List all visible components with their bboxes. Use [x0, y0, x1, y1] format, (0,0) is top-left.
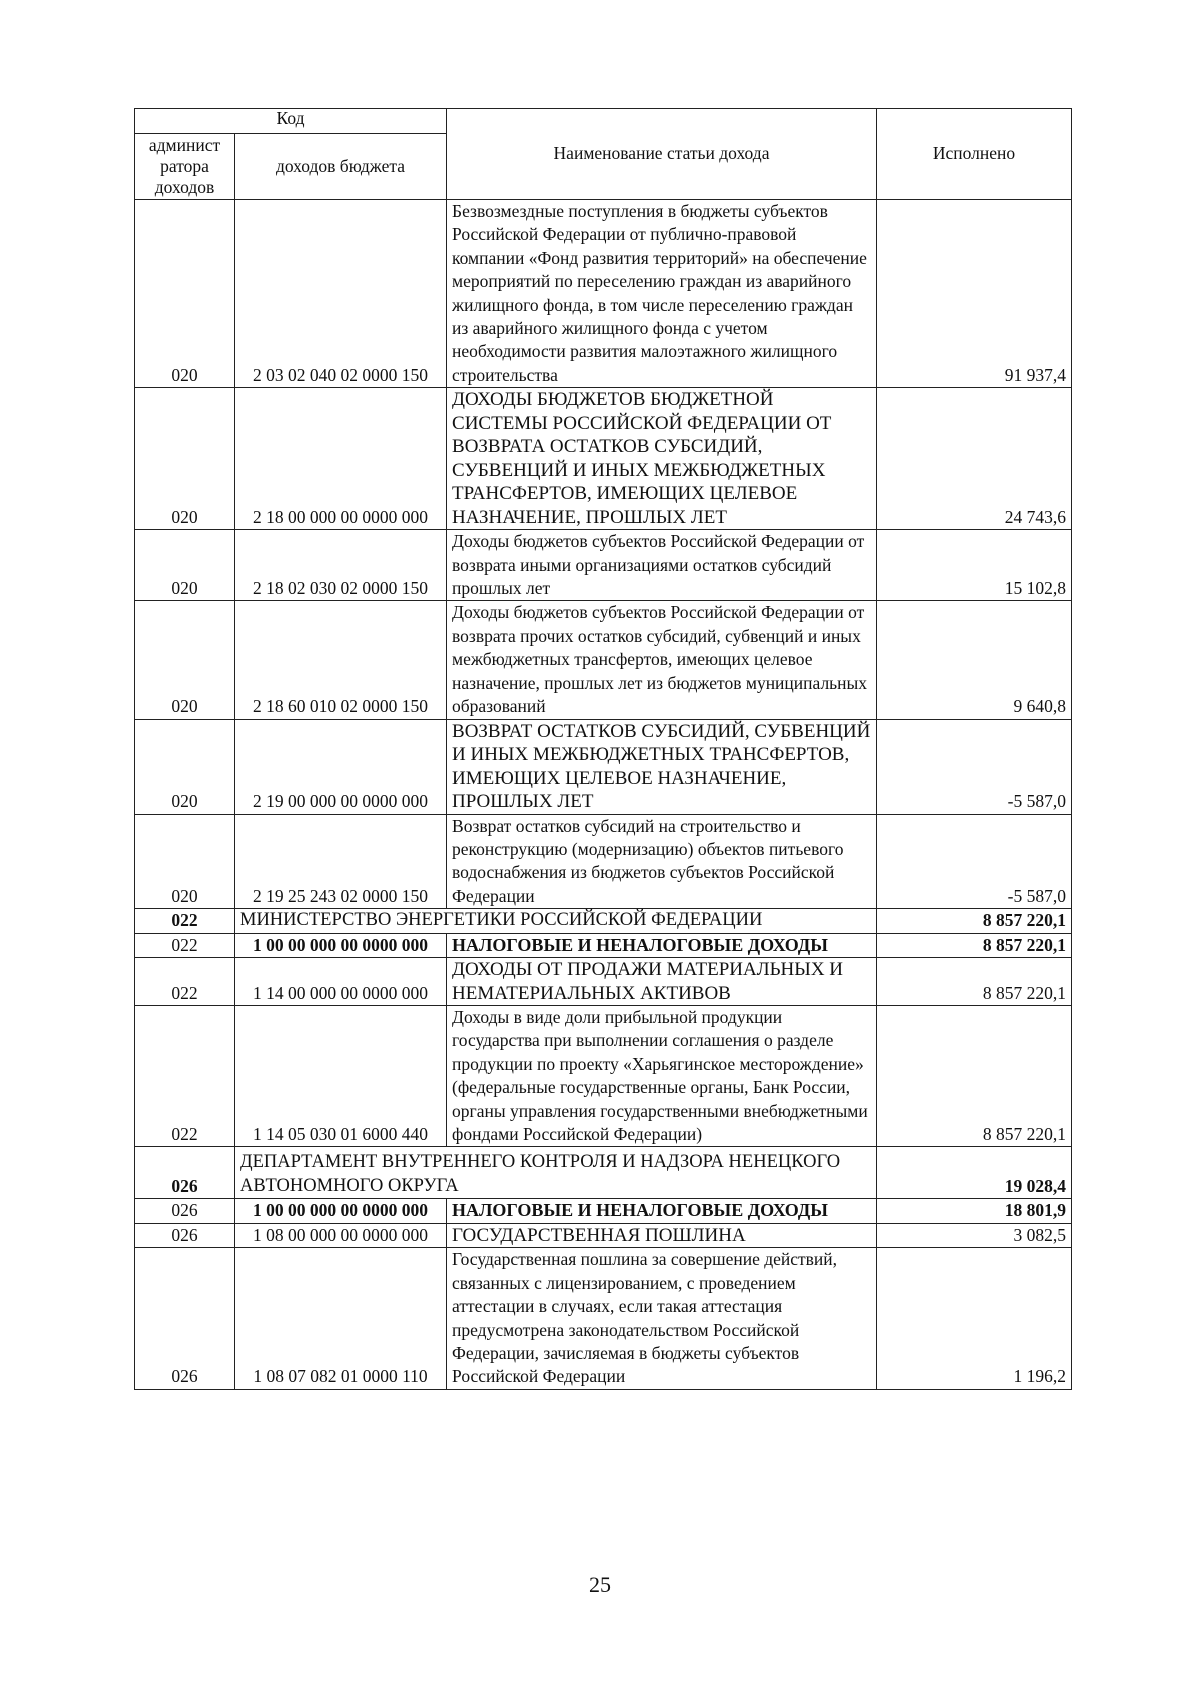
admin-code-cell: 020 — [135, 200, 235, 388]
revenue-name-cell: Государственная пошлина за совершение действий, связанных с лицензированием, с проведением аттестации в случаях, если такая аттестация предусмотрена законодательством Российской Федерации, зачисляемая в бюджеты субъектов Российской Федерации — [447, 1248, 877, 1389]
revenue-code-cell: 1 14 05 030 01 6000 440 — [235, 1006, 447, 1147]
revenue-name-cell: Доходы бюджетов субъектов Российской Федерации от возврата прочих остатков субсидий, субвенций и иных межбюджетных трансфертов, имеющих целевое назначение, прошлых лет из бюджетов муниципальных образований — [447, 601, 877, 719]
revenue-code-cell: 2 18 00 000 00 0000 000 — [235, 388, 447, 530]
administrator-name-cell: ДЕПАРТАМЕНТ ВНУТРЕННЕГО КОНТРОЛЯ И НАДЗОРА НЕНЕЦКОГО АВТОНОМНОГО ОКРУГА — [235, 1147, 877, 1199]
revenue-table — [134, 108, 1072, 1390]
header-row-top — [135, 109, 1072, 134]
table-row — [135, 958, 1072, 1006]
revenue-code-cell: 1 14 00 000 00 0000 000 — [235, 958, 447, 1006]
table-row — [135, 601, 1072, 719]
page-number: 25 — [589, 1572, 611, 1597]
header-exec: Исполнено — [877, 109, 1072, 200]
administrator-name-cell: МИНИСТЕРСТВО ЭНЕРГЕТИКИ РОССИЙСКОЙ ФЕДЕРАЦИИ — [235, 909, 877, 933]
admin-code-cell: 022 — [135, 909, 235, 933]
admin-code-cell: 020 — [135, 388, 235, 530]
revenue-name-cell: НАЛОГОВЫЕ И НЕНАЛОГОВЫЕ ДОХОДЫ — [447, 1199, 877, 1224]
revenue-name-cell: ДОХОДЫ БЮДЖЕТОВ БЮДЖЕТНОЙ СИСТЕМЫ РОССИЙСКОЙ ФЕДЕРАЦИИ ОТ ВОЗВРАТА ОСТАТКОВ СУБСИДИЙ, СУБВЕНЦИЙ И ИНЫХ МЕЖБЮДЖЕТНЫХ ТРАНСФЕРТОВ, ИМЕЮЩИХ ЦЕЛЕВОЕ НАЗНАЧЕНИЕ, ПРОШЛЫХ ЛЕТ — [447, 388, 877, 530]
admin-code-cell: 020 — [135, 601, 235, 719]
table-row — [135, 814, 1072, 909]
revenue-code-cell: 1 00 00 000 00 0000 000 — [235, 1199, 447, 1224]
revenue-code-cell: 2 18 02 030 02 0000 150 — [235, 530, 447, 601]
revenue-code-cell: 2 18 60 010 02 0000 150 — [235, 601, 447, 719]
executed-value-cell: 91 937,4 — [877, 200, 1072, 388]
revenue-code-cell: 1 00 00 000 00 0000 000 — [235, 933, 447, 958]
executed-value-cell: 8 857 220,1 — [877, 958, 1072, 1006]
admin-code-cell: 026 — [135, 1147, 235, 1199]
revenue-name-cell: Безвозмездные поступления в бюджеты субъектов Российской Федерации от публично-правовой компании «Фонд развития территорий» на обеспечение мероприятий по переселению граждан из аварийного жилищного фонда, в том числе переселению граждан из аварийного жилищного фонда с учетом необходимости развития малоэтажного жилищного строительства — [447, 200, 877, 388]
executed-value-cell: 8 857 220,1 — [877, 933, 1072, 958]
revenue-code-cell: 2 03 02 040 02 0000 150 — [235, 200, 447, 388]
revenue-name-cell: НАЛОГОВЫЕ И НЕНАЛОГОВЫЕ ДОХОДЫ — [447, 933, 877, 958]
admin-code-cell: 026 — [135, 1223, 235, 1248]
revenue-code-cell: 1 08 00 000 00 0000 000 — [235, 1223, 447, 1248]
admin-code-cell: 026 — [135, 1199, 235, 1224]
executed-value-cell: 19 028,4 — [877, 1147, 1072, 1199]
header-kod: Код — [135, 109, 447, 134]
admin-code-cell: 026 — [135, 1248, 235, 1389]
header-admin — [135, 134, 235, 200]
revenue-name-cell: ГОСУДАРСТВЕННАЯ ПОШЛИНА — [447, 1223, 877, 1248]
header-admin-line: админист — [148, 135, 221, 155]
header-admin-line: ратора — [160, 156, 209, 176]
revenue-code-cell: 1 08 07 082 01 0000 110 — [235, 1248, 447, 1389]
executed-value-cell: 9 640,8 — [877, 601, 1072, 719]
table-row — [135, 1199, 1072, 1224]
header-admin-line: доходов — [154, 177, 215, 197]
revenue-code-cell: 2 19 25 243 02 0000 150 — [235, 814, 447, 909]
revenue-name-cell: Возврат остатков субсидий на строительство и реконструкцию (модернизацию) объектов питьевого водоснабжения из бюджетов субъектов Российской Федерации — [447, 814, 877, 909]
revenue-name-cell: ДОХОДЫ ОТ ПРОДАЖИ МАТЕРИАЛЬНЫХ И НЕМАТЕРИАЛЬНЫХ АКТИВОВ — [447, 958, 877, 1006]
revenue-name-cell: Доходы бюджетов субъектов Российской Федерации от возврата иными организациями остатков субсидий прошлых лет — [447, 530, 877, 601]
ministry-row — [135, 909, 1072, 933]
table-row — [135, 388, 1072, 530]
table-row — [135, 1006, 1072, 1147]
table-row — [135, 1223, 1072, 1248]
table-row — [135, 719, 1072, 814]
admin-code-cell: 020 — [135, 530, 235, 601]
executed-value-cell: 1 196,2 — [877, 1248, 1072, 1389]
executed-value-cell: -5 587,0 — [877, 814, 1072, 909]
department-row — [135, 1147, 1072, 1199]
revenue-code-cell: 2 19 00 000 00 0000 000 — [235, 719, 447, 814]
admin-code-cell: 022 — [135, 1006, 235, 1147]
table-row — [135, 530, 1072, 601]
executed-value-cell: 3 082,5 — [877, 1223, 1072, 1248]
header-name: Наименование статьи дохода — [447, 109, 877, 200]
table-row — [135, 1248, 1072, 1389]
revenue-name-cell: Доходы в виде доли прибыльной продукции государства при выполнении соглашения о разделе продукции по проекту «Харьягинское месторождение» (федеральные государственные органы, Банк России, органы управления государственными внебюджетными фондами Российской Федерации) — [447, 1006, 877, 1147]
admin-code-cell: 022 — [135, 933, 235, 958]
admin-code-cell: 022 — [135, 958, 235, 1006]
executed-value-cell: -5 587,0 — [877, 719, 1072, 814]
admin-code-cell: 020 — [135, 719, 235, 814]
executed-value-cell: 18 801,9 — [877, 1199, 1072, 1224]
header-code: доходов бюджета — [235, 134, 447, 200]
executed-value-cell: 24 743,6 — [877, 388, 1072, 530]
table-row — [135, 200, 1072, 388]
executed-value-cell: 8 857 220,1 — [877, 909, 1072, 933]
admin-code-cell: 020 — [135, 814, 235, 909]
revenue-name-cell: ВОЗВРАТ ОСТАТКОВ СУБСИДИЙ, СУБВЕНЦИЙ И ИНЫХ МЕЖБЮДЖЕТНЫХ ТРАНСФЕРТОВ, ИМЕЮЩИХ ЦЕЛЕВОЕ НАЗНАЧЕНИЕ, ПРОШЛЫХ ЛЕТ — [447, 719, 877, 814]
table-row — [135, 933, 1072, 958]
executed-value-cell: 15 102,8 — [877, 530, 1072, 601]
executed-value-cell: 8 857 220,1 — [877, 1006, 1072, 1147]
